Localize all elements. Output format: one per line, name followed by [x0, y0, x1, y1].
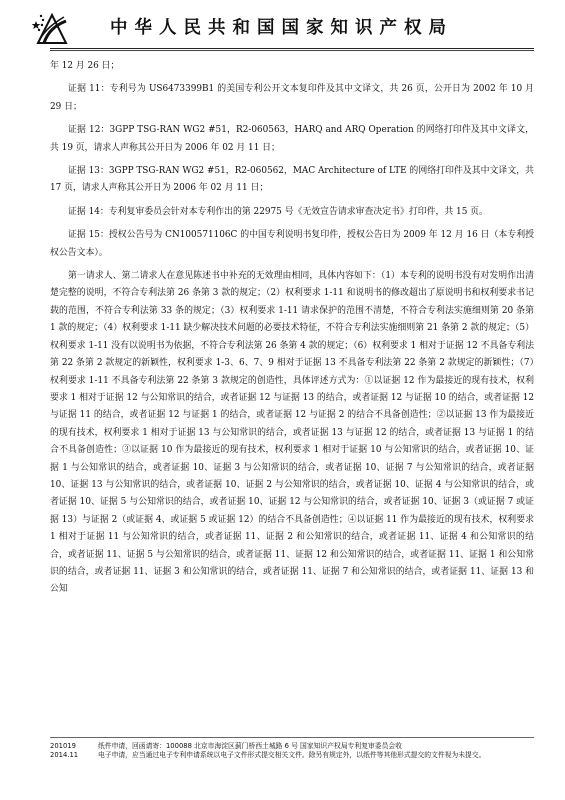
- paragraph-continuation: 年 12 月 26 日；: [50, 61, 120, 71]
- page-footer: [50, 742, 540, 760]
- header-divider-thin: [50, 50, 534, 51]
- electronic-filing-note: 电子申请，应当通过电子专利申请系统以电子文件形式提交相关文件。除另有规定外，以纸件等其他形式提交的文件视为未提交。: [98, 751, 486, 759]
- evidence-11: 证据 11：专利号为 US6473399B1 的美国专利公开文本复印件及其中文译文，共 26 页，公开日为 2002 年 10 月 29 日；: [50, 84, 534, 112]
- evidence-12: 证据 12：3GPP TSG-RAN WG2 #51，R2-060563，HARQ and ARQ Operation 的网络打印件及其中文译文，共 19 页，请求人声称其公开日为 2006 年 02 月 11 日；: [50, 125, 534, 153]
- agency-title: 中华人民共和国国家知识产权局: [110, 18, 453, 38]
- paper-filing-note: 纸件申请，回函请寄：100088 北京市海淀区蓟门桥西土城路 6 号 国家知识产权局专利复审委员会收: [98, 742, 402, 750]
- footer-row-paper: [50, 742, 540, 751]
- footer-divider: [50, 737, 534, 738]
- evidence-13: 证据 13：3GPP TSG-RAN WG2 #51，R2-060562，MAC Architecture of LTE 的网络打印件及其中文译文，共 17 页，请求人声称其公开日为 2006 年 02 月 11 日；: [50, 166, 534, 194]
- header-divider: [50, 48, 534, 49]
- evidence-15: 证据 15：授权公告号为 CN100571106C 的中国专利说明书复印件，授权公告日为 2009 年 12 月 16 日（本专利授权公告文本）。: [50, 230, 534, 258]
- document-body: [50, 58, 534, 599]
- invalidation-grounds: 第一请求人、第二请求人在意见陈述书中补充的无效理由相同，具体内容如下：（1）本专利的说明书没有对发明作出清楚完整的说明，不符合专利法第 26 条第 3 款的规定；（2）权利要求 1-11 和说明书的修改超出了原说明书和权利要求书记载的范围，不符合专利法第 33 条的规定；（3）权利要求 1-11 请求保护的范围不清楚，不符合专利法实施细则第 20 条第 1 款的规定；（4）权利要求 1-11 缺少解决技术问题的必要技术特征，不符合专利法实施细则第 21 条第 2 款的规定；（5）权利要求 1-11 没有以说明书为依据，不符合专利法第 26 条第 4 款的规定；（6）权利要求 1 相对于证据 12 不具备专利法第 22 条第 2 款规定的新颖性，权利要求 1-3、6、7、9 相对于证据 13 不具备专利法第 22 条第 2 款规定的新颖性；（7）权利要求 1-11 不具备专利法第 22 条第 3 款规定的创造性，具体评述方式为：①以证据 12 作为最接近的现有技术，权利要求 1 相对于证据 12 与公知常识的结合，或者证据 12 与证据 13 的结合，或者证据 12 与证据 10 的结合，或者证据 12 与证据 11 的结合，或者证据 12 与证据 1 的结合，或者证据 12 与证据 2 的结合不具备创造性；②以证据 13 作为最接近的现有技术，权利要求 1 相对于证据 13 与公知常识的结合，或者证据 13 与证据 12 的结合，或者证据 13 与证据 1 的结合不具备创造性；③以证据 10 作为最接近的现有技术，权利要求 1 相对于证据 10 与公知常识的结合，或者证据 10、证据 1 与公知常识的结合，或者证据 10、证据 3 与公知常识的结合，或者证据 10、证据 7 与公知常识的结合，或者证据 10、证据 13 与公知常识的结合，或者证据 10、证据 2 与公知常识的结合，或者证据 10、证据 4 与公知常识的结合，或者证据 10、证据 5 与公知常识的结合，或者证据 10、证据 12 与公知常识的结合，或者证据 10、证据 3（或证据 7 或证据 13）与证据 2（或证据 4、或证据 5 或证据 12）的结合不具备创造性；④以证据 11 作为最接近的现有技术，权利要求 1 相对于证据 11 与公知常识的结合，或者证据 11、证据 2 和公知常识的结合，或者证据 11、证据 4 和公知常识的结合，或者证据 11、证据 5 与公知常识的结合，或者证据 11、证据 12 和公知常识的结合，或者证据 11、证据 1 和公知常识的结合，或者证据 11、证据 3 和公知常识的结合，或者证据 11、证据 7 和公知常识的结合，或者证据 11、证据 13 和公知: [50, 271, 534, 595]
- page-header: [0, 0, 565, 50]
- footer-row-electronic: [50, 751, 540, 760]
- form-code: 201019: [50, 742, 76, 750]
- form-version: 2014.11: [50, 751, 79, 759]
- cnipa-emblem-icon: [32, 9, 72, 49]
- evidence-14: 证据 14：专利复审委员会针对本专利作出的第 22975 号《无效宣告请求审查决定书》打印件，共 15 页。: [68, 206, 488, 217]
